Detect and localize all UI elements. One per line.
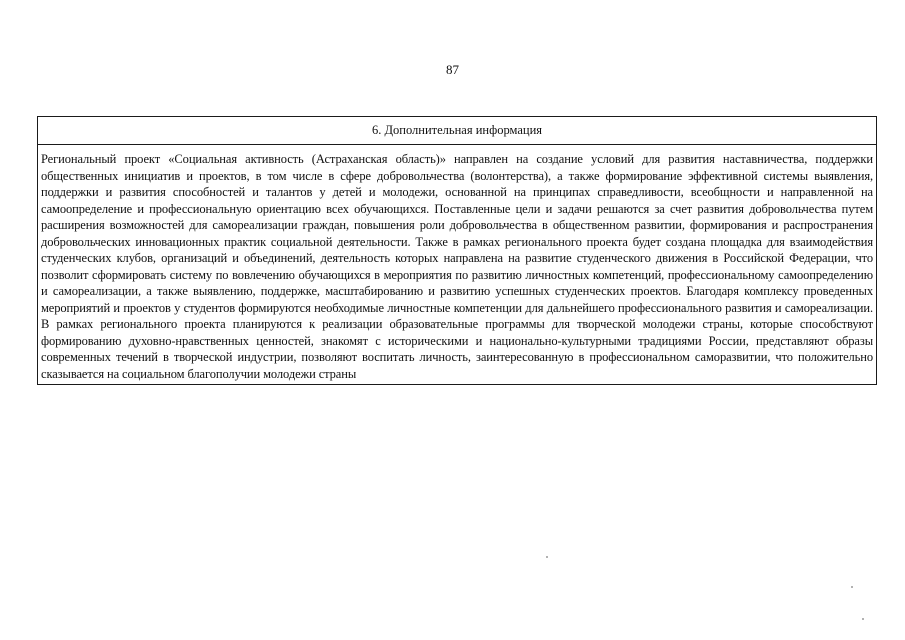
scan-speck xyxy=(851,586,853,588)
scan-speck xyxy=(546,556,548,558)
section-body-text: Региональный проект «Социальная активность (Астраханская область)» направлен на создание условий для развития наставничества, поддержки общественных инициатив и проектов, в том числе в сфере добровольчества (волонтерства), а также формирование эффективной системы выявления, поддержки и развития способностей и талантов у детей и молодежи, основанной на принципах справедливости, всеобщности и направленной на самоопределение и профессиональную ориентацию всех обучающихся. Поставленные цели и задачи решаются за счет развития добровольчества путем расширения возможностей для самореализации граждан, повышения роли добровольчества в общественном развитии, формирования и распространения добровольческих инновационных практик социальной деятельности. Также в рамках регионального проекта будет создана площадка для взаимодействия студенческих клубов, организаций и объединений, деятельность которых направлена на развитие студенческого движения в Российской Федерации, что позволит сформировать систему по вовлечению обучающихся в мероприятия по развитию личностных компетенций, профессиональному самоопределению и самореализации, а также выявлению, поддержке, масштабированию и развитию успешных студенческих проектов. Благодаря комплексу проведенных мероприятий и проектов у студентов формируются необходимые личностные компетенции для дальнейшего профессионального развития и самореализации. В рамках регионального проекта планируются к реализации образовательные программы для творческой молодежи страны, которые способствуют формированию духовно-нравственных ценностей, знакомят с историческими и национально-культурными традициями России, представляют образы современных течений в творческой индустрии, позволяют воспитать личность, заинтересованную в профессиональном саморазвитии, что положительно сказывается на социальном благополучии молодежи страны xyxy=(41,152,873,381)
section-header: 6. Дополнительная информация xyxy=(38,117,876,145)
info-table xyxy=(37,116,877,385)
scan-speck xyxy=(862,618,864,620)
page-number: 87 xyxy=(446,62,459,77)
